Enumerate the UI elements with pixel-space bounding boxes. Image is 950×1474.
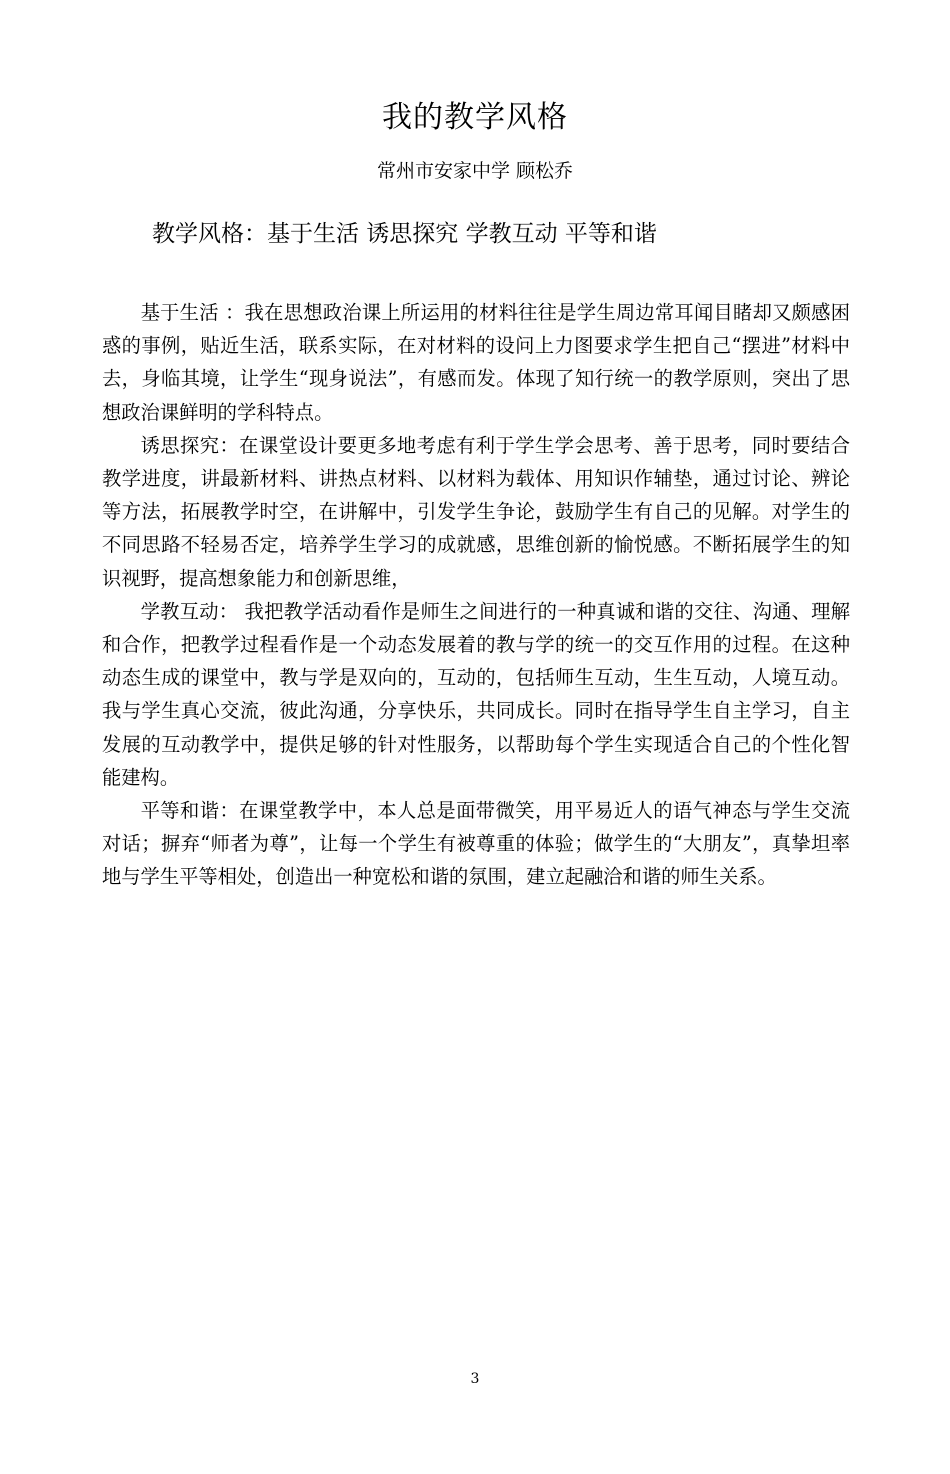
teaching-style-summary: 教学风格：基于生活 诱思探究 学教互动 平等和谐 — [152, 221, 657, 247]
paragraph-harmony: 平等和谐：在课堂教学中，本人总是面带微笑，用平易近人的语气神态与学生交流对话；摒弃“师者为尊”，让每一个学生有被尊重的体验；做学生的“大朋友”，真挚坦率地与学生平等相处，创造出一种宽松和谐的氛围，建立起融洽和谐的师生关系。 — [102, 799, 850, 889]
author-line: 常州市安家中学 顾松乔 — [376, 160, 574, 182]
paragraph-based-on-life: 基于生活 ：我在思想政治课上所运用的材料往往是学生周边常耳闻目睹却又颇感困惑的事例，贴近生活，联系实际，在对材料的设问上力图要求学生把自己“摆进”材料中去，身临其境，让学生“现身说法”，有感而发。体现了知行统一的教学原则，突出了思想政治课鲜明的学科特点。 — [102, 301, 850, 424]
page-number: 3 — [470, 1371, 480, 1387]
document-body — [102, 296, 850, 894]
document-title: 我的教学风格 — [382, 100, 568, 135]
paragraph-inquiry: 诱思探究：在课堂设计要更多地考虑有利于学生学会思考、善于思考，同时要结合教学进度，讲最新材料、讲热点材料、以材料为载体、用知识作辅垫，通过讨论、辨论等方法，拓展教学时空，在讲解中，引发学生争论，鼓励学生有自己的见解。对学生的不同思路不轻易否定，培养学生学习的成就感，思维创新的愉悦感。不断拓展学生的知识视野，提高想象能力和创新思维， — [102, 433, 850, 590]
paragraph-interaction: 学教互动： 我把教学活动看作是师生之间进行的一种真诚和谐的交往、沟通、理解和合作，把教学过程看作是一个动态发展着的教与学的统一的交互作用的过程。在这种动态生成的课堂中，教与学是双向的，互动的，包括师生互动，生生互动，人境互动。我与学生真心交流，彼此沟通，分享快乐，共同成长。同时在指导学生自主学习，自主发展的互动教学中，提供足够的针对性服务，以帮助每个学生实现适合自己的个性化智能建构。 — [102, 599, 850, 789]
